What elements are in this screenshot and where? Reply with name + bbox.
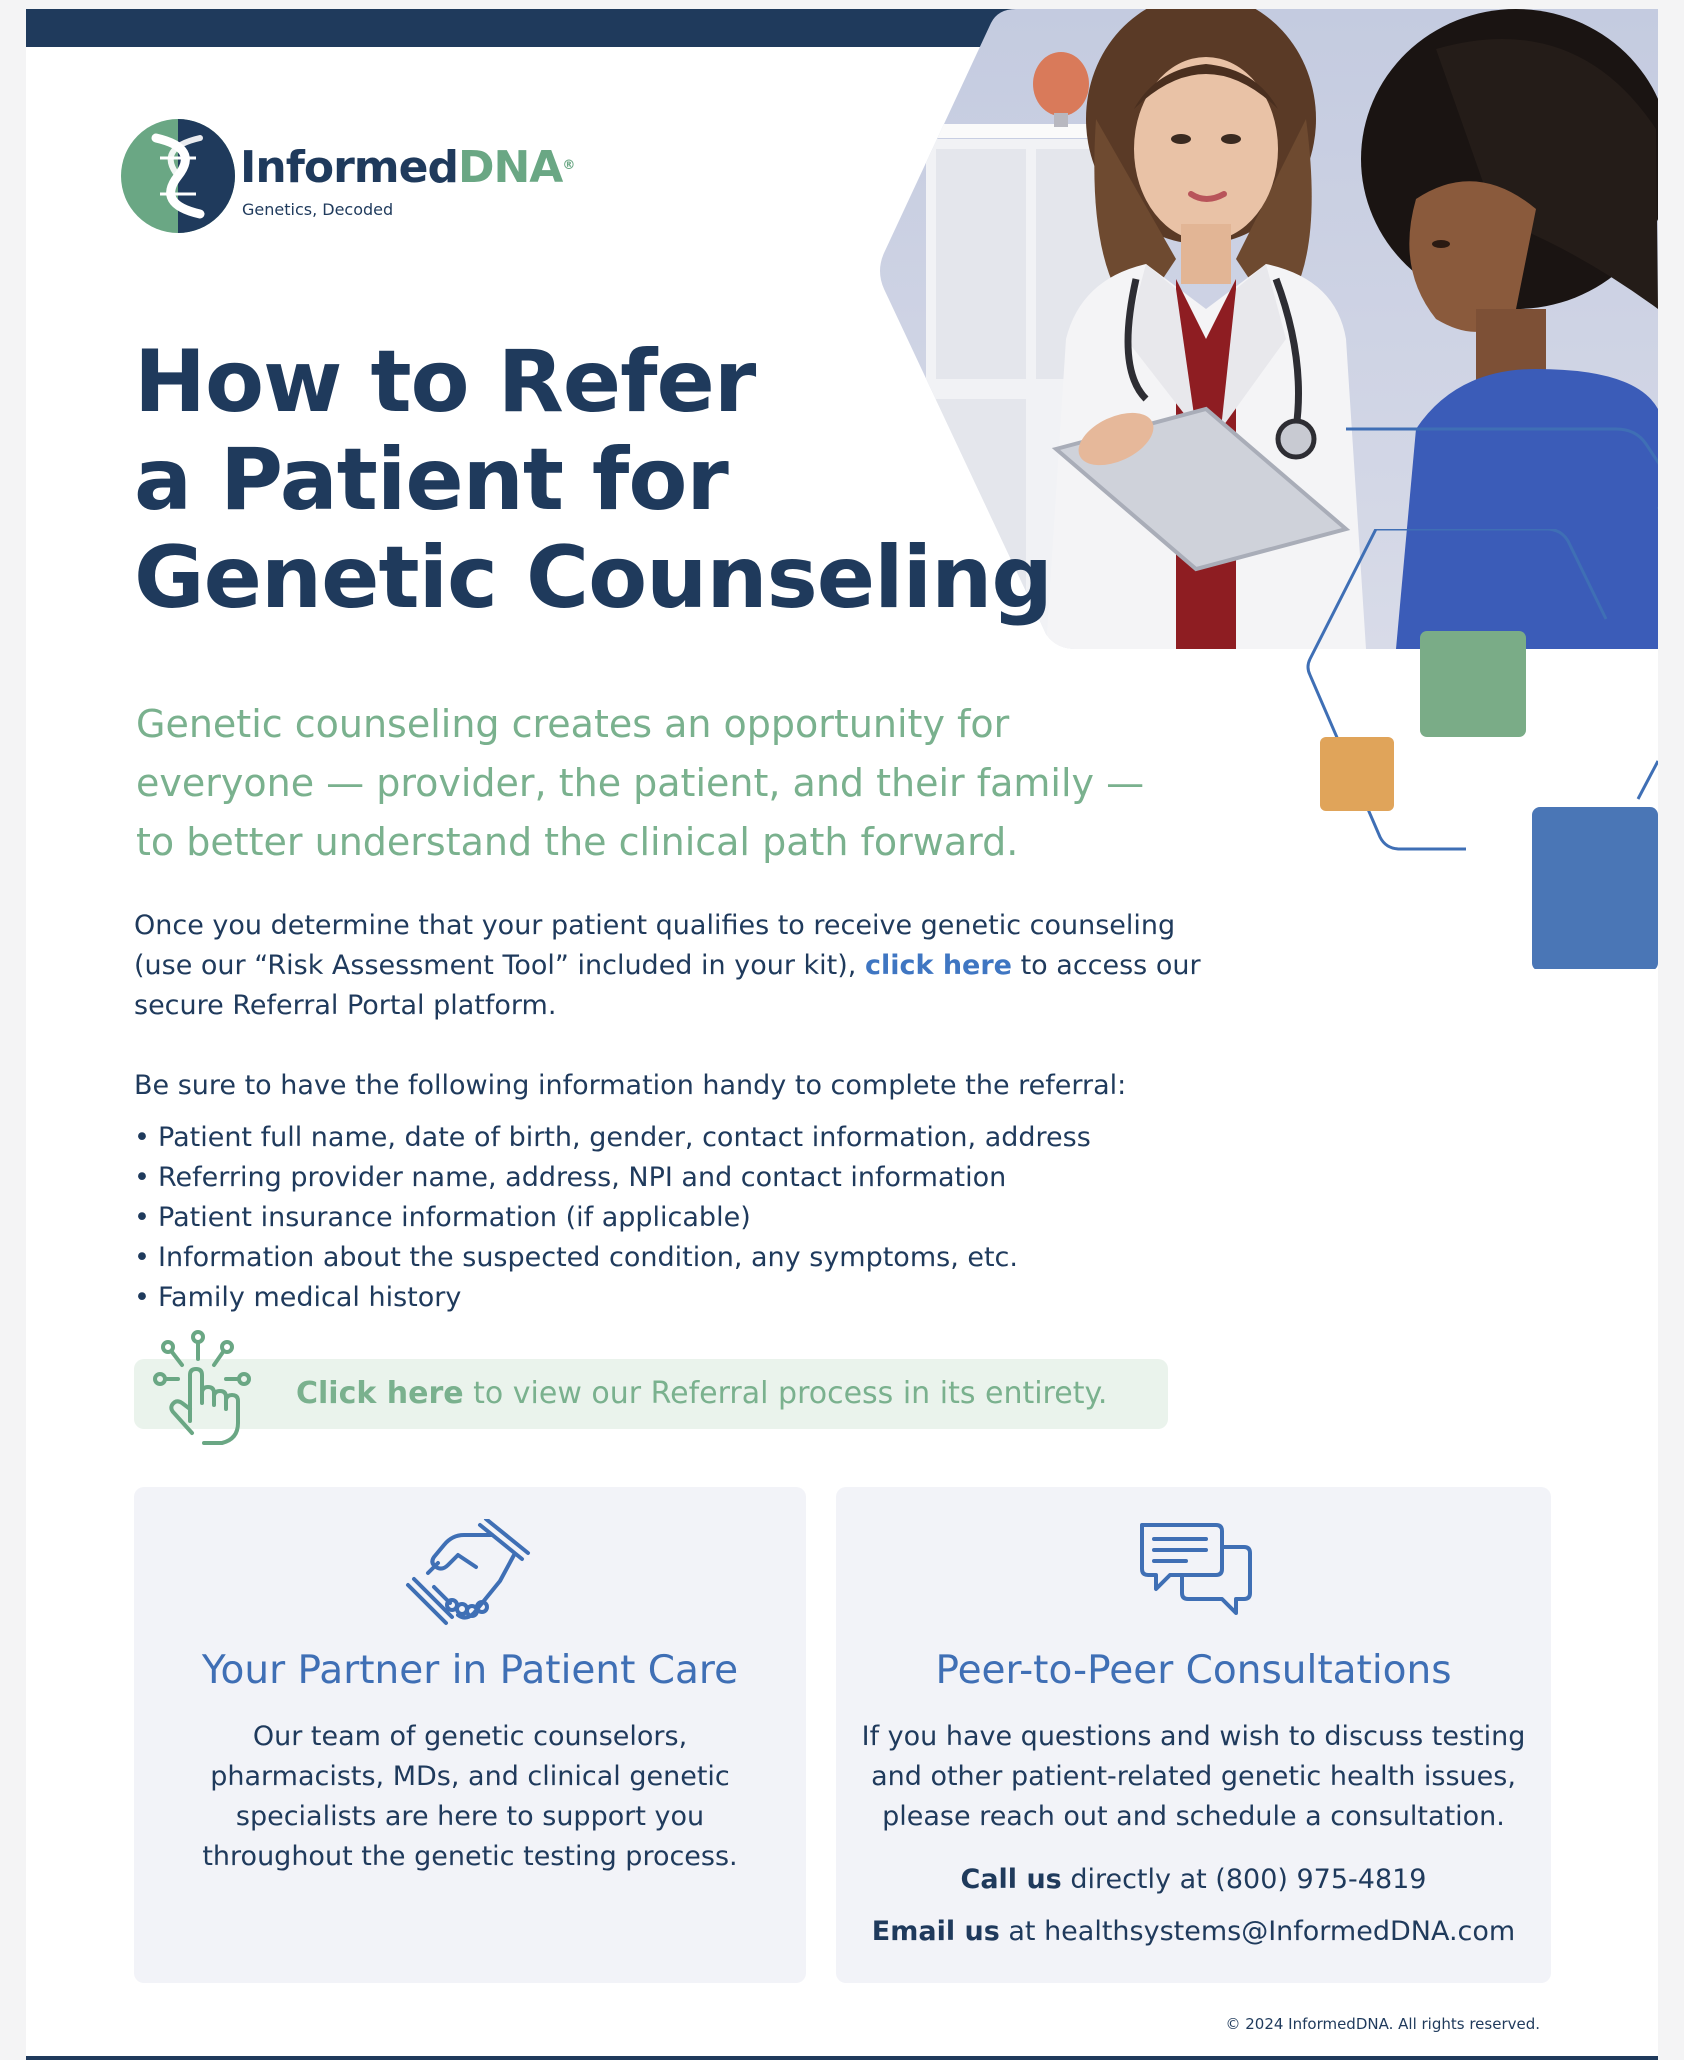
intro-line-1: Once you determine that your patient qualifies to receive genetic counseling (134, 910, 1176, 941)
peer-line-2: and other patient-related genetic health issues, (871, 1761, 1516, 1792)
peer-line-1: If you have questions and wish to discuss testing (861, 1721, 1526, 1752)
partner-line-2: pharmacists, MDs, and clinical genetic (210, 1761, 730, 1792)
dna-logo-icon (120, 118, 236, 234)
title-line-3: Genetic Counseling (134, 528, 1052, 628)
partner-line-1: Our team of genetic counselors, (252, 1721, 688, 1752)
call-us-line[interactable] (836, 1860, 1551, 1900)
brand-name-part2: DNA (457, 142, 563, 193)
list-item: • Family medical history (134, 1278, 1091, 1318)
intro-line-2 (134, 946, 1294, 986)
requirements-lead: Be sure to have the following information handy to complete the referral: (134, 1070, 1127, 1101)
subhead-line-2: everyone — provider, the patient, and their family — (136, 761, 1145, 805)
email-us-label: Email us (871, 1916, 1000, 1947)
brand-wordmark (240, 144, 574, 192)
pointer-click-icon (152, 1329, 262, 1449)
referral-portal-link[interactable]: click here (864, 950, 1012, 981)
brand-name-part1: Informed (240, 142, 458, 193)
list-item: • Patient full name, date of birth, gender, contact information, address (134, 1118, 1091, 1158)
email-us-line[interactable] (836, 1912, 1551, 1952)
flyer-page (26, 9, 1658, 2060)
list-item: • Patient insurance information (if applicable) (134, 1198, 1091, 1238)
phone-number[interactable]: directly at (800) 975-4819 (1061, 1864, 1427, 1895)
intro-line-2-before: (use our “Risk Assessment Tool” included in your kit), (134, 950, 865, 981)
bottom-accent-line (26, 2056, 1658, 2060)
call-us-label: Call us (960, 1864, 1062, 1895)
email-address[interactable]: at healthsystems@InformedDNA.com (999, 1916, 1516, 1947)
subhead-line-3: to better understand the clinical path forward. (136, 820, 1019, 864)
partner-line-3: specialists are here to support you (235, 1801, 705, 1832)
requirements-list (134, 1118, 1091, 1318)
handshake-icon (404, 1519, 534, 1639)
title-line-2: a Patient for (134, 430, 728, 530)
partner-card-title: Your Partner in Patient Care (201, 1648, 739, 1693)
peer-consult-card (836, 1487, 1551, 1983)
registered-mark: ® (562, 158, 575, 173)
brand-tagline: Genetics, Decoded (242, 200, 394, 219)
peer-card-title: Peer-to-Peer Consultations (935, 1648, 1452, 1693)
peer-card-body (836, 1717, 1551, 1837)
peer-line-3: please reach out and schedule a consultation. (882, 1801, 1505, 1832)
intro-line-2-after: to access our (1012, 950, 1201, 981)
title-line-1: How to Refer (134, 332, 756, 432)
list-item: • Referring provider name, address, NPI and contact information (134, 1158, 1091, 1198)
partner-line-4: throughout the genetic testing process. (202, 1841, 738, 1872)
intro-paragraph (134, 906, 1294, 1026)
subheading (136, 695, 1256, 872)
decorative-shapes (1306, 529, 1658, 969)
informeddna-logo (120, 116, 590, 240)
referral-process-link[interactable]: Click here (296, 1376, 464, 1411)
chat-bubbles-icon (1136, 1519, 1256, 1619)
partner-card (134, 1487, 806, 1983)
intro-line-3: secure Referral Portal platform. (134, 990, 557, 1021)
partner-card-body (134, 1717, 806, 1877)
copyright: © 2024 InformedDNA. All rights reserved. (1225, 2015, 1540, 2033)
subhead-line-1: Genetic counseling creates an opportunity for (136, 702, 1010, 746)
page-title (134, 333, 1052, 627)
list-item: • Information about the suspected condition, any symptoms, etc. (134, 1238, 1091, 1278)
cta-rest: to view our Referral process in its entirety. (463, 1376, 1108, 1411)
cta-text (296, 1369, 1107, 1419)
